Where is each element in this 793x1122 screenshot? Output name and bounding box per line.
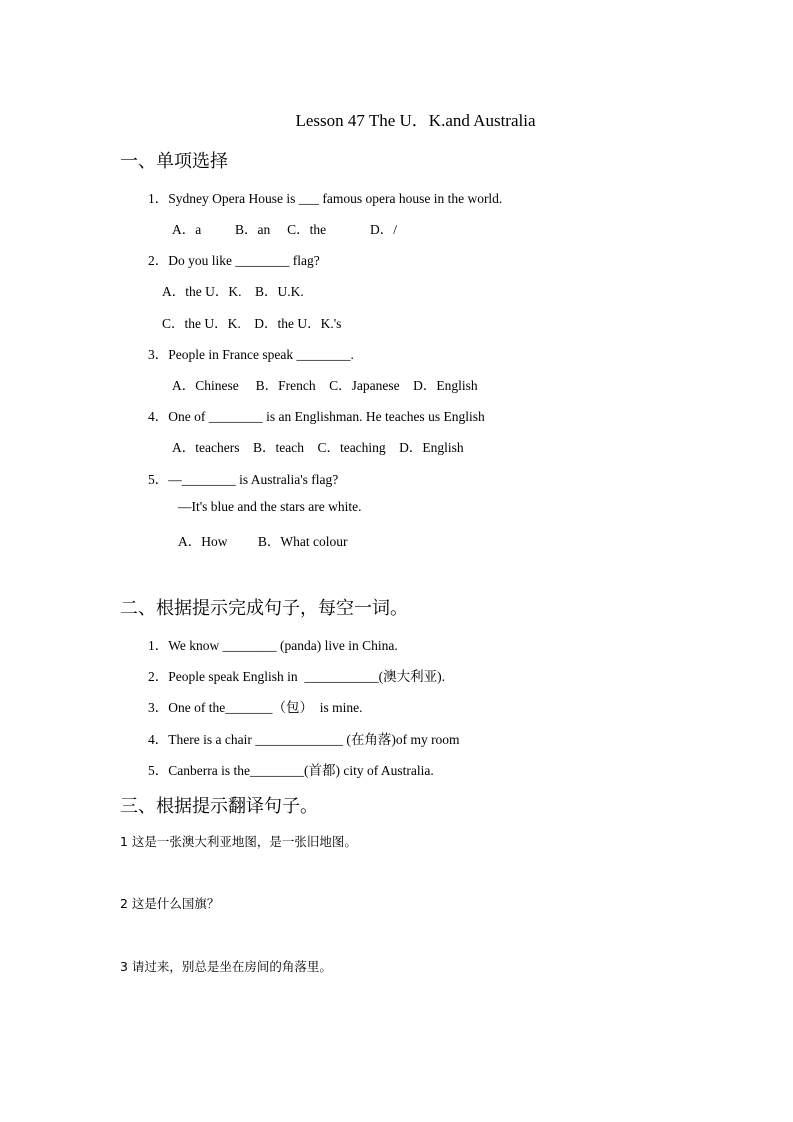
sentence-3: 3．One of the_______（包） is mine. (148, 700, 363, 715)
sentence-2: 2．People speak English in ___________(澳大利亚). (148, 669, 445, 684)
question-3-options: A．Chinese B．French C．Japanese D．English (172, 378, 478, 393)
question-5: 5．—________ is Australia's flag? (148, 472, 339, 487)
question-2-options-cd: C．the U．K. D．the U．K.'s (162, 316, 342, 331)
question-4: 4．One of ________ is an Englishman. He teaches us English (148, 409, 485, 424)
question-4-options: A．teachers B．teach C．teaching D．English (172, 440, 464, 455)
section-3-heading: 三、根据提示翻译句子。 (120, 796, 318, 817)
section-2-heading: 二、根据提示完成句子，每空一词。 (120, 598, 408, 619)
sentence-1: 1．We know ________ (panda) live in China. (148, 638, 398, 653)
translation-1: 1 这是一张澳大利亚地图，是一张旧地图。 (120, 834, 357, 849)
translation-2: 2 这是什么国旗？ (120, 896, 220, 911)
sentence-4: 4．There is a chair _____________ (在角落)of my room (148, 732, 460, 747)
question-2: 2．Do you like ________ flag? (148, 253, 320, 268)
page-title: Lesson 47 The U．K.and Australia (295, 111, 536, 130)
question-5-answer: —It's blue and the stars are white. (178, 499, 362, 514)
translation-3: 3 请过来，别总是坐在房间的角落里。 (120, 959, 332, 974)
question-1: 1．Sydney Opera House is ___ famous opera house in the world. (148, 191, 503, 206)
question-5-options: A．How B．What colour (178, 534, 348, 549)
sentence-5: 5．Canberra is the________(首都) city of Australia. (148, 763, 434, 778)
question-2-options-ab: A．the U．K. B．U.K. (162, 284, 304, 299)
question-1-options: A．a B．an C．the D．/ (172, 222, 397, 237)
section-1-heading: 一、单项选择 (120, 151, 228, 172)
question-3: 3．People in France speak ________. (148, 347, 354, 362)
